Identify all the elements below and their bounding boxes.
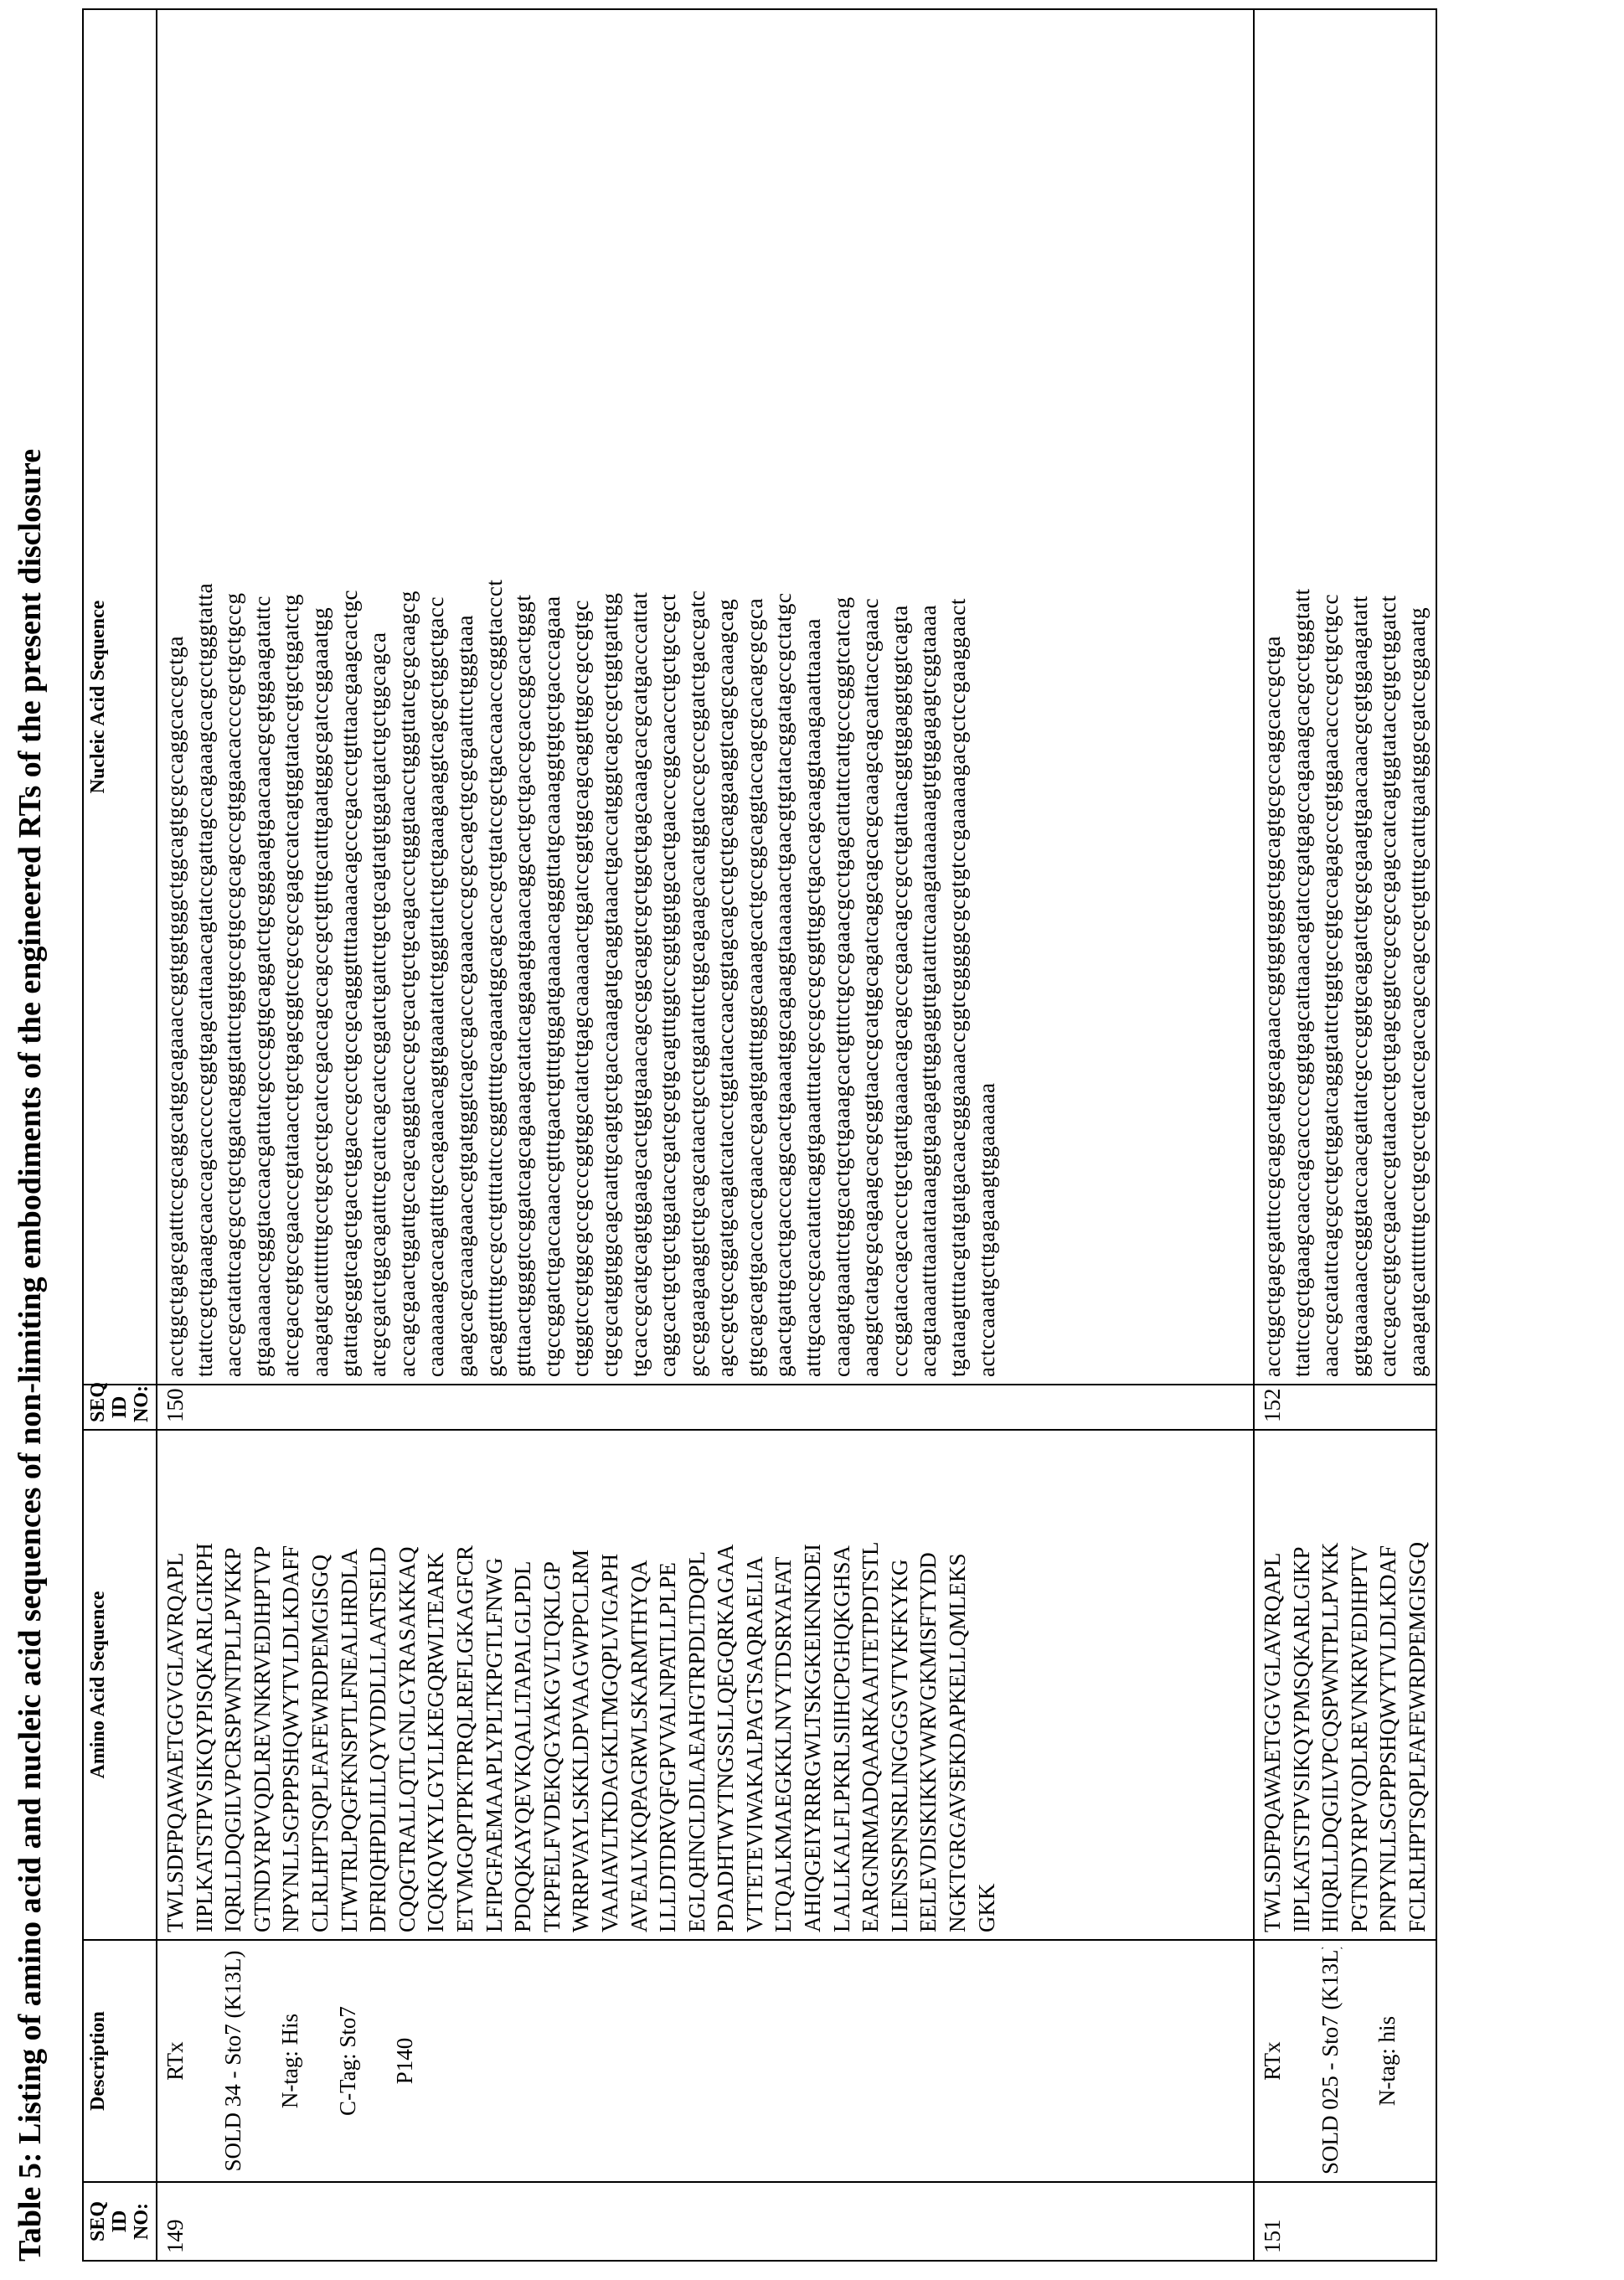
nucleic-line: gtgaaaaaaccgggtaccaacgattatcgcccggtgcaggatctgcgggaagtgaacaaacgcgtggaagatattc bbox=[248, 17, 277, 1377]
amino-line: LTWTRLPQGFKNSPTLFNEALHRDLA bbox=[335, 1437, 364, 1932]
nucleic-line: aaaccgcatattcagcgcctgctggatcagggtattctggtgccgtgccagagcccgtggaacaccccgctgctgcc bbox=[1316, 17, 1345, 1377]
amino-line: IIPLKATSTPVSIKQYPMSQKARLGIKP bbox=[1287, 1437, 1317, 1932]
header-description: Description bbox=[83, 1940, 157, 2182]
amino-line: ICQKQVKYLGYLLKEGQRWLTEARK bbox=[421, 1437, 451, 1932]
amino-line: IIPLKATSTPVSIKQYPISQKARLGIKPH bbox=[190, 1437, 219, 1932]
nucleic-line: acctggctgagcgatttccgcaggcatggcagaaaccggtggtgggctggcagtgcgccaggcaccgctga bbox=[161, 17, 190, 1377]
nucleic-line: atttgcaaccgcacatattcaggtgaaatttatcgccgccgcggttggctgaccagcaaggtaaagaaattaaaaa bbox=[798, 17, 827, 1377]
nucleic-cell bbox=[1254, 9, 1436, 1385]
header-amino-acid: Amino Acid Sequence bbox=[83, 1430, 157, 1940]
description-line: RTx bbox=[1258, 1947, 1287, 2174]
seq-id-cell: 151 bbox=[1254, 2182, 1436, 2261]
description-line: N-tag: His bbox=[276, 1947, 305, 2174]
amino-line: LIENSSPNSRLINGGGSVTVKFKYKG bbox=[885, 1437, 915, 1932]
amino-line: NPYNLLSGPPPSHQWYTVLDLKDAFF bbox=[276, 1437, 306, 1932]
nucleic-line: catccgaccgtgccgaacccgtataacctgctgagcggtccgccgccgagccatcagtggtataccgtgctggatct bbox=[1374, 17, 1403, 1377]
table-row bbox=[157, 9, 1254, 2261]
nucleic-line: aaagatgcatttttttgcctgcgcctgcatccgaccagccagccgctgtttgcatttgaatgggcgatccggaaatgg bbox=[306, 17, 335, 1377]
amino-line: TWLSDFPQAWAETGGVGLAVRQAPL bbox=[1258, 1437, 1287, 1932]
nucleic-line: gcaggtttttgccgcctgtttattccgggttttgcagaaatggcagcaccgctgtatccgctgaccaaacccgggtaccct bbox=[480, 17, 509, 1377]
nucleic-line: aaccgcatattcagcgcctgctggatcagggtattctggtgccgtgccgcagcccgtggaacaccccgctgctgccg bbox=[219, 17, 248, 1377]
amino-cell bbox=[157, 1430, 1254, 1940]
amino-line: PDQQKAYQEVKQALLTAPALGLPDL bbox=[508, 1437, 538, 1932]
amino-line: GKK bbox=[972, 1437, 1002, 1932]
nucleic-line: actccaaatgcttgagaaagtggaaaaaa bbox=[972, 17, 1002, 1377]
nucleic-line: aaaggtcatagcgcagaagcacgcggtaaccgcatggcagatcaggcagcacgcaaagcagcaattaccgaaac bbox=[856, 17, 885, 1377]
nucleic-line: ttattccgctgaaagcaaccagcacccccggtgagcattaaacagtatccgatgagccagaaagcacgcctgggtatt bbox=[1287, 17, 1317, 1377]
amino-line: CLRLHPTSQPLFAFEWRDPEMGISGQ bbox=[306, 1437, 335, 1932]
description-line: C-Tag: Sto7 bbox=[333, 1947, 363, 2174]
description-line: N-tag: his bbox=[1373, 1947, 1402, 2174]
amino-line: VTTETEVIWAKALPAGTSAQRAELIA bbox=[740, 1437, 770, 1932]
sequence-table bbox=[82, 8, 1437, 2262]
amino-line: PGTNDYRPVQDLREVNKRVEDIHPTV bbox=[1345, 1437, 1374, 1932]
description-line: RTx bbox=[161, 1947, 190, 2174]
amino-line: VAAIAVLTKDAGKLTMGQPLVIGAPH bbox=[595, 1437, 625, 1932]
nucleic-cell bbox=[157, 9, 1254, 1385]
nucleic-line: ctgggtccgtggcgccgcccggtggcatatctgagcaaaaaactggatccggtggcagcaggttggccgccgtgc bbox=[566, 17, 595, 1377]
nucleic-line: tgataagttttacgtatgatgacaacgggaaaaccggtcgggggcgcgtgtccgaaaaagacgctccgaaggaact bbox=[943, 17, 972, 1377]
nucleic-line: ggtgaaaaaaccgggtaccaacgattatcgcccggtgcaggatctgcgcgaagtgaacaaacgcgtggaagatatt bbox=[1345, 17, 1374, 1377]
nucleic-line: gaagcacgcaaagaaaccgtgatgggtcagccgacccgaaaacccgcgccagctgcgcgaatttctgggtaaa bbox=[451, 17, 480, 1377]
document-page bbox=[0, 0, 1624, 2280]
amino-line: LLLDTDRVQFGPVVALNPATLLPLPE bbox=[653, 1437, 683, 1932]
nucleic-line: gtttaactggggtccggatcagcagaaagcatatcaggaagtgaaacaggcactgctgaccgcaccggcactgggt bbox=[508, 17, 538, 1377]
amino-cell bbox=[1254, 1430, 1436, 1940]
nucleic-line: atccgaccgtgccgaacccgtataacctgctgagcggtccgccgccgagccatcagtggtataccgtgctggatctg bbox=[276, 17, 306, 1377]
amino-line: PNPYNLLSGPPPSHQWYTVLDLKDAF bbox=[1374, 1437, 1403, 1932]
amino-line: GTNDYRPVQDLREVNKRVEDIHPTVP bbox=[248, 1437, 277, 1932]
nucleic-line: ttattccgctgaaagcaaccagcacccccggtgagcattaaacagtatccgattagccagaaagcacgcctgggtatta bbox=[190, 17, 219, 1377]
seq-id-2-cell: 152 bbox=[1254, 1385, 1436, 1430]
amino-line: LTQALKMAEGKKLNVYTDSRYAFAT bbox=[769, 1437, 798, 1932]
description-line: P140 bbox=[390, 1947, 420, 2174]
description-line: SOLD 34 - Sto7 (K13L) bbox=[219, 1947, 248, 2174]
amino-line: IQRLLDQGILVPCRSPWNTPLLPVKKP bbox=[219, 1437, 248, 1932]
amino-line: FCLRLHPTSQPLFAFEWRDPEMGISGQ bbox=[1403, 1437, 1432, 1932]
header-nucleic-acid: Nucleic Acid Sequence bbox=[83, 9, 157, 1385]
nucleic-line: acctggctgagcgatttccgcaggcatggcagaaaccggtggtgggctggcagtgcgccaggcaccgctga bbox=[1258, 17, 1287, 1377]
nucleic-line: tgcaccgcatgcagtggaagcactggtgaaacagccggcaggtcgctggctgagcaaagcacgcatgacccattat bbox=[625, 17, 654, 1377]
amino-line: WRRPVAYLSKKLDPVAAGWPPCLRM bbox=[566, 1437, 595, 1932]
amino-line: TKPFELFVDEKQGYAKGVLTQKLGP bbox=[538, 1437, 567, 1932]
seq-id-cell: 149 bbox=[157, 2182, 1254, 2261]
nucleic-line: atcgcgatctggcagatttcgcattcagcatccggatctgattctgctgcagtatgtggatgatctgctggcagca bbox=[363, 17, 393, 1377]
nucleic-line: gaactgattgcactgacccaggcactgaaaatggcagaaggtaaaaaactgaacgtgtatacggatagccgctatgc bbox=[769, 17, 798, 1377]
nucleic-line: acagtaaaatttaaatataaaggtgaagagttggaggttgatatttcaaagataaaaaagtgtggagagtcggtaaaa bbox=[914, 17, 943, 1377]
nucleic-line: ctgccggatctgaccaaaccgtttgaactgtttgtggatgaaaaacagggttatgcaaaaggtgtgctgacccagaaa bbox=[538, 17, 567, 1377]
table-title: Table 5: Listing of amino acid and nucleic acid sequences of non-limiting embodiments of the engineered RTs of the present disclosure bbox=[12, 17, 49, 2262]
nucleic-line: caggcactgctgctggataccgatcgcgtgcagtttggtccggtggtggcactgaacccggcaaccctgctgccgct bbox=[653, 17, 683, 1377]
header-seq-id: SEQ ID NO: bbox=[83, 2182, 157, 2261]
nucleic-line: caaaaaaagcacagatttgccagaaacaggtgaaatatctgggttatctgctgaaagaaggtcagcgctggctgacc bbox=[421, 17, 451, 1377]
description-line: SOLD 025 - Sto7 (K13L) bbox=[1316, 1947, 1345, 2174]
nucleic-line: cccggataccagcaccctgctgattgaaaacagcagcccgaacagccgcctgattaacggtggaggtggtcagta bbox=[885, 17, 915, 1377]
amino-line: TWLSDFPQAWAETGGVGLAVRQAPL bbox=[161, 1437, 190, 1932]
amino-line: NGKTGRGAVSEKDAPKELLQMLEKS bbox=[943, 1437, 972, 1932]
nucleic-line: caaagatgaaattctggcactgctgaaagcactgtttctgccgaaacgcctgagcattattcattgcccgggtcatcag bbox=[827, 17, 857, 1377]
amino-line: AVEALVKQPAGRWLSKARMTHYQA bbox=[625, 1437, 654, 1932]
amino-line: EARGNRMADQAARKAAITETPDTSTL bbox=[856, 1437, 885, 1932]
nucleic-line: gccggaagaaggtctgcagcataactgcctggatattctggcagaagcacatggtacccgcccggatctgaccgatc bbox=[683, 17, 712, 1377]
description-cell bbox=[1254, 1940, 1436, 2182]
table-row bbox=[1254, 9, 1436, 2261]
amino-line: AHIQGEIYRRRGWLTSKGKEIKNKDEI bbox=[798, 1437, 827, 1932]
amino-line: LALLKALFLPKRLSIIHCPGHQKGHSA bbox=[827, 1437, 857, 1932]
nucleic-line: gtgcagcagtgaccaccgaaaccgaagtgatttgggcaaaagcactgccggcaggtaccagcgcacagcgcgca bbox=[740, 17, 770, 1377]
header-row bbox=[83, 9, 157, 2261]
amino-line: EELEVDISKIKKVWRVGKMISFTYDD bbox=[914, 1437, 943, 1932]
amino-line: LFIPGFAEMAAPLYPLTKPGTLFNWG bbox=[480, 1437, 509, 1932]
header-seq-id-2: SEQ ID NO: bbox=[83, 1385, 157, 1430]
nucleic-line: agccgctgccggatgcagatcatacctggtataccaacggtagcagcctgctgcaggaaggtcagcgcaaagcag bbox=[711, 17, 740, 1377]
amino-line: DFRIQHPDLILLQYVDDLLLAATSELD bbox=[363, 1437, 393, 1932]
nucleic-line: ctgcgcatggtggcagcaattgcagtgctgaccaaagatgcaggtaaactgaccatgggtcagccgctggtgattgg bbox=[595, 17, 625, 1377]
nucleic-line: accagcgaactggattgccagcagggtacccgcgcactgctgcagaccctgggtaacctgggttatcgcgcaagcg bbox=[393, 17, 422, 1377]
amino-line: HIQRLLDQGILVPCQSPWNTPLLPVKK bbox=[1316, 1437, 1345, 1932]
nucleic-line: gtattagcggtcagctgacctggacccgcctgccgcagggttttaaaaacagcccgaccctgtttaacgaagcactgc bbox=[335, 17, 364, 1377]
amino-line: ETVMGQPTPKTPRQLREFLGKAGFCR bbox=[451, 1437, 480, 1932]
amino-line: EGLQHNCLDILAEAHGTRPDLTDQPL bbox=[683, 1437, 712, 1932]
amino-line: CQQGTRALLQTLGNLGYRASAKKAQ bbox=[393, 1437, 422, 1932]
seq-id-2-cell: 150 bbox=[157, 1385, 1254, 1430]
nucleic-line: gaaagatgcatttttttgcctgcgcctgcatccgaccagccagccgctgtttgcatttgaatgggcgatccggaaatg bbox=[1403, 17, 1432, 1377]
description-cell bbox=[157, 1940, 1254, 2182]
amino-line: PDADHTWYTNGSSLLQEGQRKAGAA bbox=[711, 1437, 740, 1932]
